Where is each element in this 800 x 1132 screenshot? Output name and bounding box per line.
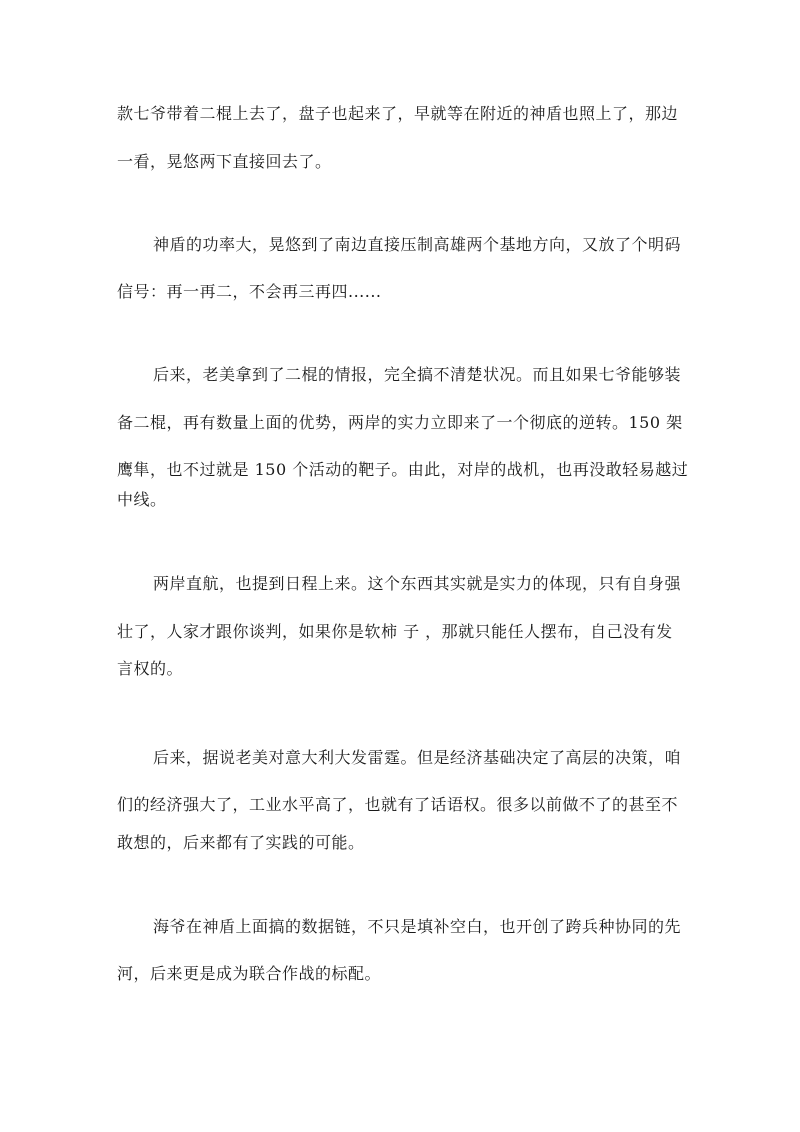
paragraph-3-line-3: 鹰隼，也不过就是 150 个活动的靶子。由此，对岸的战机，也再没敢轻易越过: [117, 460, 689, 479]
paragraph-5-line-3: 敢想的，后来都有了实践的可能。: [117, 833, 365, 852]
paragraph-2-line-2: 信号：再一再二，不会再三再四......: [117, 282, 382, 301]
paragraph-6-line-1: 海爷在神盾上面搞的数据链，不只是填补空白，也开创了跨兵种协同的先: [153, 917, 682, 936]
paragraph-5-line-2: 们的经济强大了，工业水平高了，也就有了话语权。很多以前做不了的甚至不: [117, 795, 679, 814]
paragraph-4-line-3: 言权的。: [117, 659, 184, 678]
paragraph-3-line-1: 后来，老美拿到了二棍的情报，完全搞不清楚状况。而且如果七爷能够装: [153, 365, 682, 384]
paragraph-1-line-1: 款七爷带着二棍上去了，盘子也起来了，早就等在附近的神盾也照上了，那边: [117, 104, 679, 123]
paragraph-2-line-1: 神盾的功率大，晃悠到了南边直接压制高雄两个基地方向，又放了个明码: [153, 235, 682, 254]
paragraph-6-line-2: 河，后来更是成为联合作战的标配。: [117, 964, 382, 983]
paragraph-1-line-2: 一看，晃悠两下直接回去了。: [117, 152, 332, 171]
paragraph-4-line-1: 两岸直航，也提到日程上来。这个东西其实就是实力的体现，只有自身强: [153, 574, 682, 593]
paragraph-3-line-4: 中线。: [117, 490, 167, 509]
paragraph-4-line-2: 壮了，人家才跟你谈判，如果你是软柿 子 ，那就只能任人摆布，自己没有发: [117, 622, 673, 641]
paragraph-3-line-2: 备二棍，再有数量上面的优势，两岸的实力立即来了一个彻底的逆转。150 架: [117, 413, 683, 432]
paragraph-5-line-1: 后来，据说老美对意大利大发雷霆。但是经济基础决定了高层的决策，咱: [153, 748, 682, 767]
